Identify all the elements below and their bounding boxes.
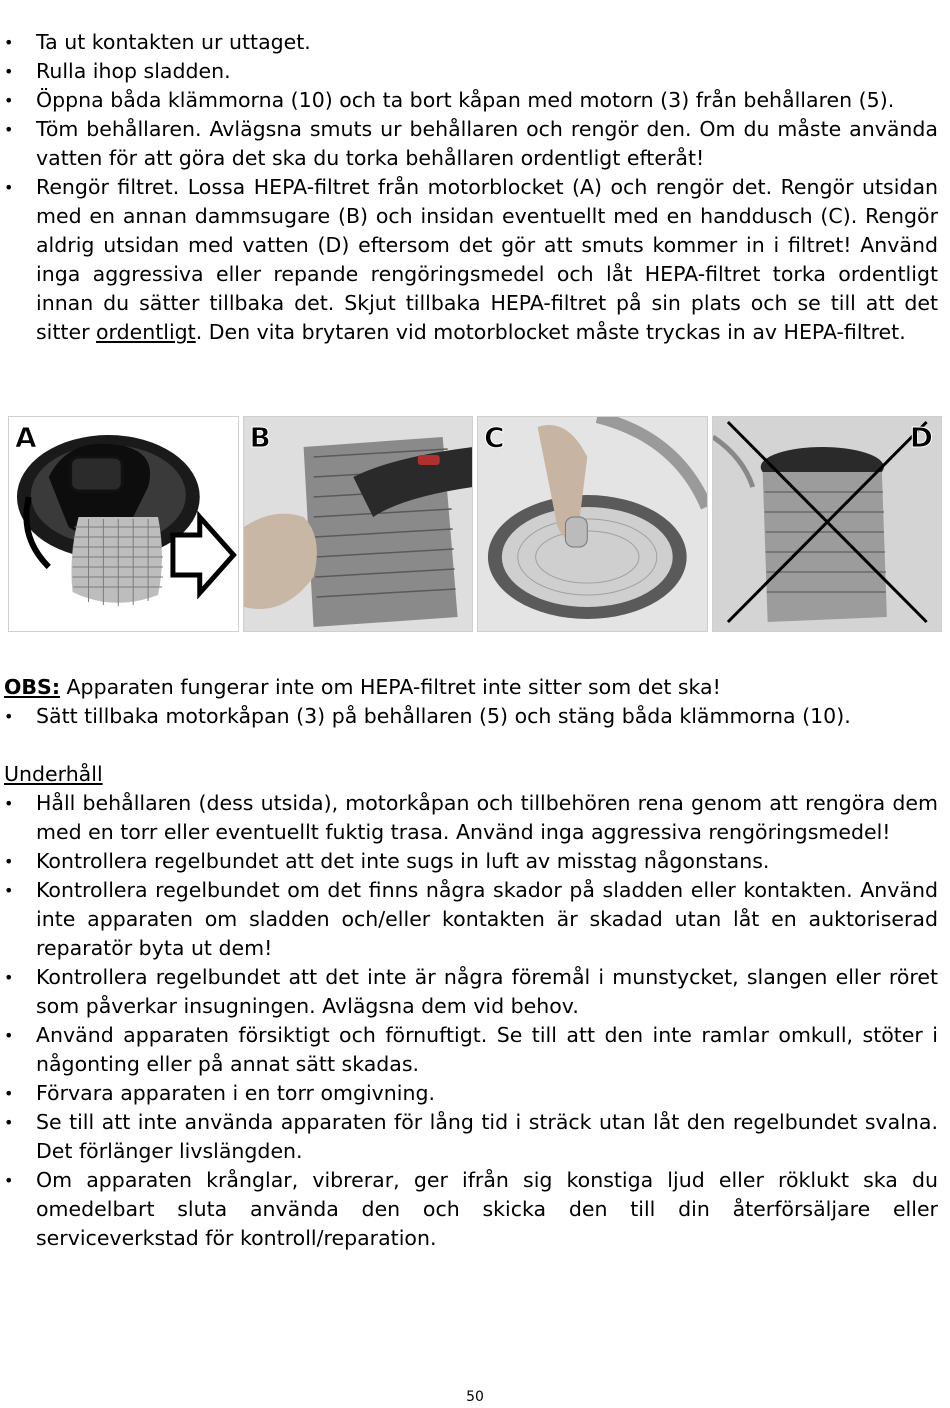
list-item [0, 115, 944, 173]
bullet-icon: • [4, 1084, 14, 1103]
bullet-icon: • [4, 120, 14, 139]
list-item-text: Om apparaten krånglar, vibrerar, ger ifrån sig konstiga ljud eller röklukt ska du omedelbart sluta använda den och skicka den till din återförsäljare eller serviceverkstad för kontroll/reparation. [36, 1168, 938, 1250]
list-item [0, 876, 944, 963]
list-item-text: Använd apparaten försiktigt och förnuftigt. Se till att den inte ramlar omkull, stöter i någonting eller på annat sätt skadas. [36, 1023, 938, 1076]
instruction-list-mid [0, 702, 944, 731]
bullet-icon: • [4, 1171, 14, 1190]
bullet-icon: • [4, 852, 14, 871]
instruction-list-top [0, 28, 944, 347]
obs-label: OBS: [4, 675, 61, 699]
list-item [0, 86, 944, 115]
list-item-text: Kontrollera regelbundet om det finns några skador på sladden eller kontakten. Använd inte apparaten om sladden och/eller kontakten är skadad utan låt en auktoriserad reparatör byta ut dem! [36, 878, 938, 960]
filter-cleaning-figure [8, 416, 942, 630]
list-item [0, 57, 944, 86]
figure-panel-c [477, 416, 708, 632]
bullet-icon: • [4, 968, 14, 987]
list-item-text: Töm behållaren. Avlägsna smuts ur behållaren och rengör den. Om du måste använda vatten för att göra det ska du torka behållaren ordentligt efteråt! [36, 117, 938, 170]
obs-note [4, 673, 944, 702]
panel-letter-c: C [484, 421, 505, 454]
bullet-icon: • [4, 881, 14, 900]
list-item-text: Förvara apparaten i en torr omgivning. [36, 1081, 436, 1105]
panel-letter-a: A [15, 421, 37, 454]
bullet-icon: • [4, 1026, 14, 1045]
bullet-icon: • [4, 707, 14, 726]
rinse-filter-photo [478, 417, 707, 631]
page-number: 50 [466, 1389, 484, 1405]
panel-letter-d: D [909, 421, 933, 454]
bullet-icon: • [4, 178, 14, 197]
list-item-text: Sätt tillbaka motorkåpan (3) på behållaren (5) och stäng båda klämmorna (10). [36, 704, 851, 728]
list-item-text: Öppna båda klämmorna (10) och ta bort kåpan med motorn (3) från behållaren (5). [36, 88, 895, 112]
panel-letter-b: B [249, 421, 271, 454]
maintenance-list [0, 789, 944, 1253]
list-item [0, 963, 944, 1021]
bullet-icon: • [4, 794, 14, 813]
list-item [0, 1079, 944, 1108]
list-item-text: Kontrollera regelbundet att det inte är några föremål i munstycket, slangen eller röret som påverkar insugningen. Avlägsna dem vid behov. [36, 965, 938, 1018]
list-item [0, 1108, 944, 1166]
list-item [0, 1166, 944, 1253]
filter-instruction-underlined: ordentligt [96, 320, 196, 344]
bullet-icon: • [4, 1113, 14, 1132]
list-item-text: Se till att inte använda apparaten för lång tid i sträck utan låt den regelbundet svalna. Det förlänger livslängden. [36, 1110, 938, 1163]
list-item [0, 789, 944, 847]
vacuum-filter-photo [244, 417, 473, 631]
list-item [0, 847, 944, 876]
list-item [0, 702, 944, 731]
wash-filter-crossed-photo [713, 417, 942, 631]
filter-instruction-text-1: Rengör filtret. Lossa HEPA-filtret från motorblocket (A) och rengör det. Rengör utsidan med en annan dammsugare (B) och insidan eventuellt med en handdusch (C). Rengör aldrig utsidan med vatten (D) eftersom det gör att smuts kommer in i filtret! Använd inga aggressiva eller repande rengöringsmedel och låt HEPA-filtret torka ordentligt innan du sätter tillbaka det. Skjut tillbaka HEPA-filtret på sin plats och se till att det sitter [36, 175, 938, 344]
list-item [0, 1021, 944, 1079]
figure-panel-d [712, 416, 943, 632]
bullet-icon: • [4, 33, 14, 52]
motor-block-illustration [9, 417, 238, 631]
figure-panel-b [243, 416, 474, 632]
filter-instruction-item [0, 173, 944, 347]
list-item-text: Ta ut kontakten ur uttaget. [36, 30, 311, 54]
list-item-text: Kontrollera regelbundet att det inte sugs in luft av misstag någonstans. [36, 849, 770, 873]
obs-text: Apparaten fungerar inte om HEPA-filtret inte sitter som det ska! [60, 675, 721, 699]
filter-instruction-text-2: . Den vita brytaren vid motorblocket måste tryckas in av HEPA-filtret. [195, 320, 906, 344]
list-item-text: Håll behållaren (dess utsida), motorkåpan och tillbehören rena genom att rengöra dem med en torr eller eventuellt fuktig trasa. Använd inga aggressiva rengöringsmedel! [36, 791, 938, 844]
bullet-icon: • [4, 91, 14, 110]
maintenance-heading: Underhåll [4, 762, 103, 786]
figure-panel-a [8, 416, 239, 632]
list-item-text: Rulla ihop sladden. [36, 59, 231, 83]
list-item [0, 28, 944, 57]
bullet-icon: • [4, 62, 14, 81]
